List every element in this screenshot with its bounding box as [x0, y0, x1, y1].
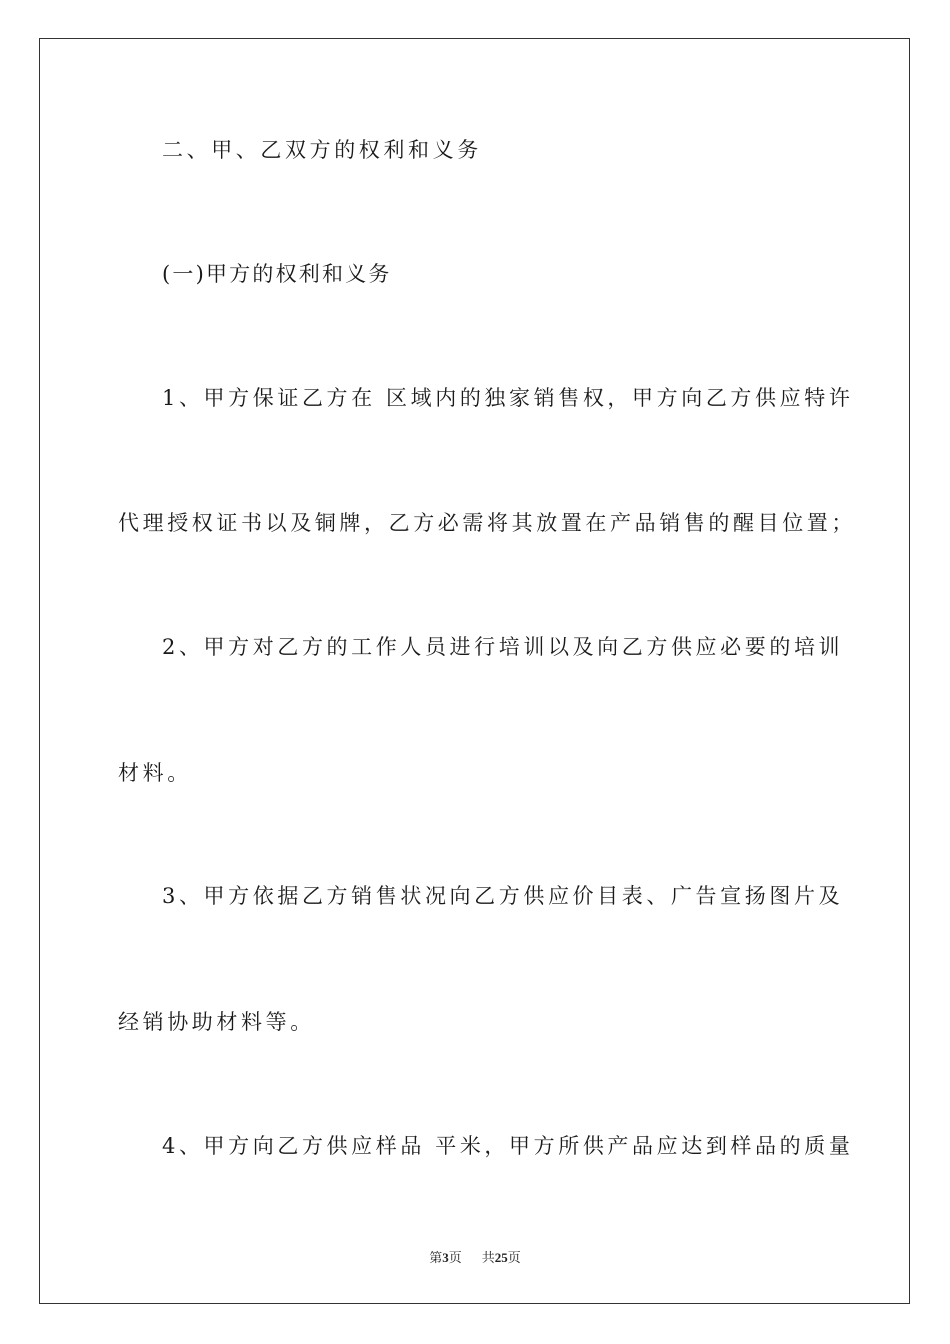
- page-footer: [0, 1247, 950, 1266]
- section-heading: 二、甲、乙双方的权利和义务: [162, 138, 482, 162]
- paragraph-line: 3、甲方依据乙方销售状况向乙方供应价目表、广告宣扬图片及: [162, 884, 844, 908]
- total-page-count: 25: [494, 1250, 508, 1265]
- subsection-heading: (一)甲方的权利和义务: [162, 262, 392, 286]
- paragraph-line: 2、甲方对乙方的工作人员进行培训以及向乙方供应必要的培训: [162, 635, 844, 659]
- page-border: [39, 38, 910, 1304]
- paragraph-line: 代理授权证书以及铜牌，乙方必需将其放置在产品销售的醒目位置；: [118, 511, 856, 535]
- paragraph-line: 材料。: [118, 761, 192, 785]
- paragraph-line: 1、甲方保证乙方在 区域内的独家销售权，甲方向乙方供应特许: [162, 386, 854, 410]
- paragraph-line: 4、甲方向乙方供应样品 平米，甲方所供产品应达到样品的质量: [162, 1134, 854, 1158]
- current-page-number: 3: [442, 1250, 449, 1265]
- paragraph-line: 经销协助材料等。: [118, 1010, 315, 1034]
- page-suffix: 页: [448, 1250, 462, 1265]
- total-suffix: 页: [507, 1250, 521, 1265]
- total-prefix: 共: [481, 1250, 495, 1265]
- page-prefix: 第: [429, 1250, 443, 1265]
